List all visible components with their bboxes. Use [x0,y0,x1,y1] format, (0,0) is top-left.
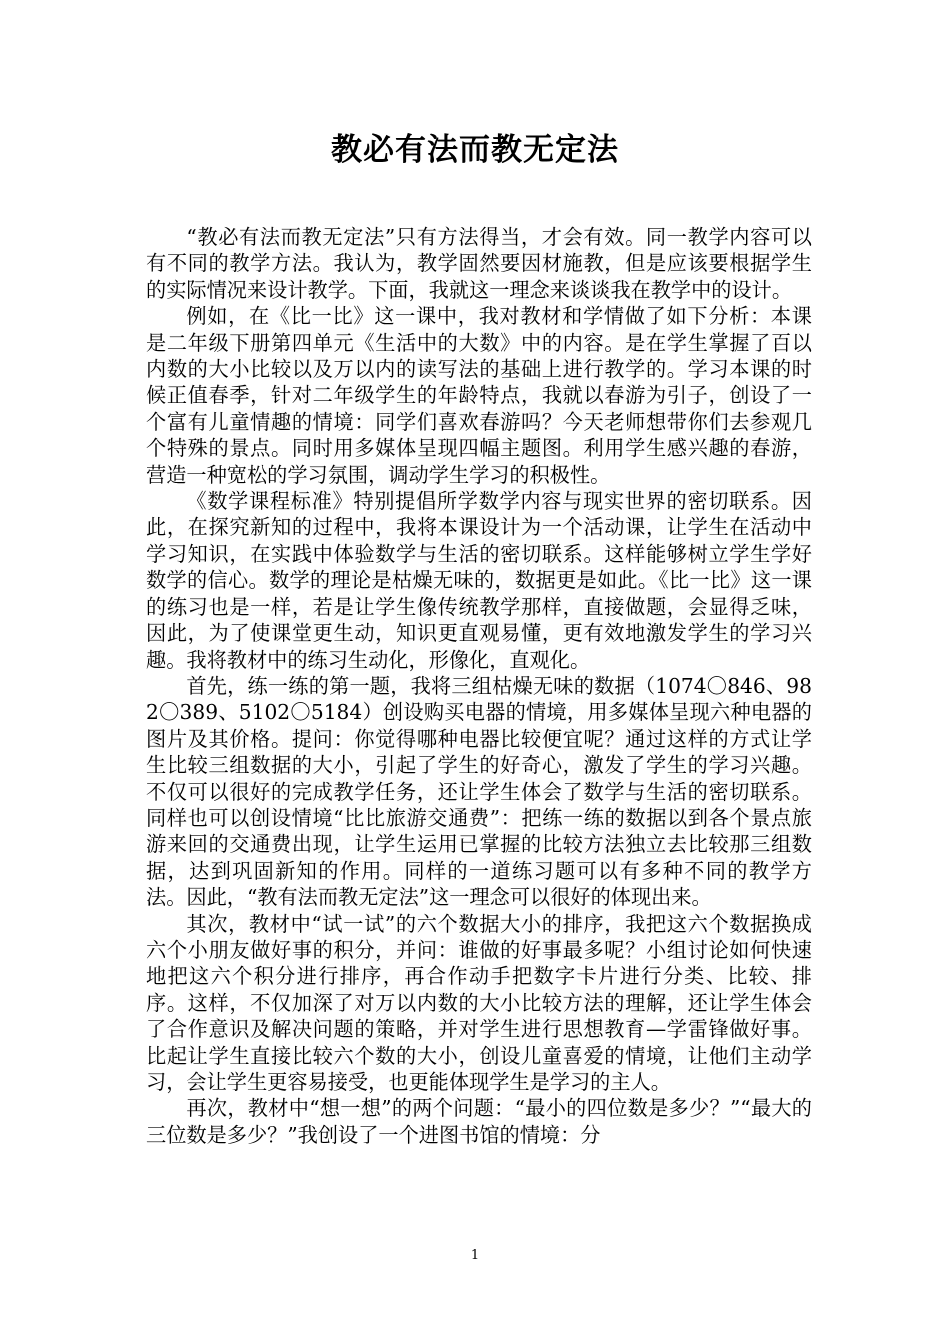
paragraph-third: 再次，教材中“想一想”的两个问题：“最小的四位数是多少？”“最大的三位数是多少？”我创设了一个进图书馆的情境：分 [146,1096,812,1147]
document-body [146,224,812,1148]
page-number: 1 [470,1248,480,1263]
paragraph-second: 其次，教材中“试一试”的六个数据大小的排序，我把这六个数据换成六个小朋友做好事的积分，并问：谁做的好事最多呢？小组讨论如何快速地把这六个积分进行排序，再合作动手把数字卡片进行分类、比较、排序。这样，不仅加深了对万以内数的大小比较方法的理解，还让学生体会了合作意识及解决问题的策略，并对学生进行思想教育—学雷锋做好事。比起让学生直接比较六个数的大小，创设儿童喜爱的情境，让他们主动学习，会让学生更容易接受，也更能体现学生是学习的主人。 [146,911,812,1094]
paragraph-first: 首先，练一练的第一题，我将三组枯燥无味的数据（1074〇846、982〇389、5102〇5184）创设购买电器的情境，用多媒体呈现六种电器的图片及其价格。提问：你觉得哪种电器比较便宜呢？通过这样的方式让学生比较三组数据的大小，引起了学生的好奇心，激发了学生的学习兴趣。不仅可以很好的完成教学任务，还让学生体会了数学与生活的密切联系。同样也可以创设情境“比比旅游交通费”：把练一练的数据以到各个景点旅游来回的交通费出现，让学生运用已掌握的比较方法独立去比较那三组数据，达到巩固新知的作用。同样的一道练习题可以有多种不同的教学方法。因此，“教有法而教无定法”这一理念可以很好的体现出来。 [146,673,812,910]
paragraph-example: 例如，在《比一比》这一课中，我对教材和学情做了如下分析：本课是二年级下册第四单元《生活中的大数》中的内容。是在学生掌握了百以内数的大小比较以及万以内的读写法的基础上进行教学的。学习本课的时候正值春季，针对二年级学生的年龄特点，我就以春游为引子，创设了一个富有儿童情趣的情境：同学们喜欢春游吗？今天老师想带你们去参观几个特殊的景点。同时用多媒体呈现四幅主题图。利用学生感兴趣的春游，营造一种宽松的学习氛围，调动学生学习的积极性。 [146,304,812,487]
paragraph-intro: “教必有法而教无定法”只有方法得当，才会有效。同一教学内容可以有不同的教学方法。我认为，教学固然要因材施教，但是应该要根据学生的实际情况来设计教学。下面，我就这一理念来谈谈我在教学中的设计。 [146,225,812,302]
paragraph-curriculum-standard: 《数学课程标准》特别提倡所学数学内容与现实世界的密切联系。因此，在探究新知的过程中，我将本课设计为一个活动课，让学生在活动中学习知识，在实践中体验数学与生活的密切联系。这样能够树立学生学好数学的信心。数学的理论是枯燥无味的，数据更是如此。《比一比》这一课的练习也是一样，若是让学生像传统教学那样，直接做题，会显得乏味，因此，为了使课堂更生动，知识更直观易懂，更有效地激发学生的学习兴趣。我将教材中的练习生动化，形像化，直观化。 [146,489,812,672]
document-title: 教必有法而教无定法 [331,132,619,168]
